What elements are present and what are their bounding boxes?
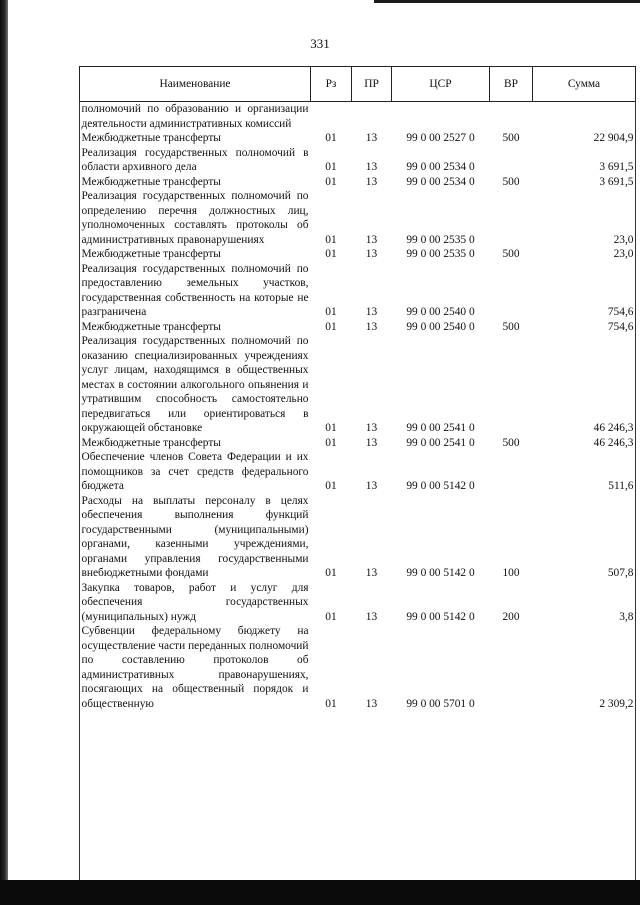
row-pr: 13 — [365, 320, 378, 333]
table-row — [80, 175, 636, 190]
row-name: Расходы на выплаты персоналу в целях обеспечения выполнения функций государственными (муниципальными) органами, казенными учреждениями, органами управления государственными внебюджетными фондами — [81, 494, 309, 579]
row-vr — [490, 262, 533, 320]
row-csr: 99 0 00 5142 0 — [406, 610, 475, 623]
header-rz: Рз — [311, 67, 352, 102]
row-rz: 01 — [325, 610, 337, 623]
table-row — [80, 581, 636, 625]
row-name: Реализация государственных полномочий по оказанию специализированных учреждениях услуг лицам, находящимся в общественных местах в состоянии алкогольного опьянения и утратившим способность самостоятельно передвигаться или ориентироваться в окружающей обстановке — [81, 335, 309, 434]
row-sum: 3,8 — [619, 610, 634, 623]
page-number: 331 — [310, 36, 330, 51]
row-vr: 500 — [502, 175, 520, 188]
row-name: Субвенции федеральному бюджету на осуществление части переданных полномочий по составлению протоколов об административных правонарушениях, посягающих на общественный порядок и общественную — [81, 625, 309, 710]
row-vr — [490, 450, 533, 494]
row-sum: 3 691,5 — [599, 161, 634, 173]
row-sum: 507,8 — [607, 567, 634, 579]
row-sum: 22 904,9 — [593, 132, 634, 144]
row-csr: 99 0 00 5701 0 — [406, 697, 475, 710]
row-csr: 99 0 00 2534 0 — [406, 161, 475, 173]
table-row — [80, 436, 636, 451]
row-name: Межбюджетные трансферты — [81, 132, 221, 144]
row-name: Межбюджетные трансферты — [81, 436, 221, 449]
row-csr: 99 0 00 2541 0 — [406, 436, 475, 449]
row-name: Реализация государственных полномочий по предоставлению земельных участков, государственная собственность на которые не разграничена — [81, 262, 309, 318]
row-pr — [352, 102, 392, 132]
row-rz: 01 — [325, 697, 337, 710]
row-sum — [533, 102, 636, 132]
header-sum: Сумма — [533, 67, 636, 102]
row-pr: 13 — [365, 248, 378, 260]
row-pr: 13 — [365, 610, 378, 623]
row-name: Закупка товаров, работ и услуг для обеспечения государственных (муниципальных) нужд — [81, 581, 309, 623]
row-rz — [311, 102, 352, 132]
row-vr: 100 — [502, 567, 520, 579]
row-name: полномочий по образованию и организации деятельности административных комиссий — [81, 103, 309, 130]
row-sum: 511,6 — [608, 480, 634, 492]
row-pr: 13 — [365, 697, 378, 710]
row-name: Реализация государственных полномочий в области архивного дела — [81, 146, 309, 173]
row-rz: 01 — [325, 320, 337, 333]
row-csr: 99 0 00 2540 0 — [406, 320, 475, 333]
header-pr: ПР — [352, 67, 392, 102]
row-vr — [490, 334, 533, 436]
table-row — [80, 494, 636, 581]
row-name: Межбюджетные трансферты — [81, 248, 221, 260]
row-vr: 500 — [502, 320, 520, 333]
row-pr: 13 — [365, 161, 378, 173]
table-row — [80, 262, 636, 320]
scan-edge-top — [374, 0, 640, 3]
row-pr: 13 — [365, 306, 378, 318]
row-rz: 01 — [325, 436, 337, 449]
table-header-row — [80, 67, 636, 102]
row-name: Межбюджетные трансферты — [81, 175, 221, 188]
table-row — [80, 247, 636, 262]
row-rz: 01 — [325, 248, 337, 260]
row-pr: 13 — [365, 132, 378, 144]
row-csr: 99 0 00 2535 0 — [406, 248, 475, 260]
row-csr: 99 0 00 5142 0 — [406, 567, 475, 579]
scan-edge-bottom — [0, 880, 640, 905]
table-row — [80, 334, 636, 436]
header-name: Наименование — [80, 67, 311, 102]
budget-table — [79, 66, 636, 711]
row-csr: 99 0 00 5142 0 — [406, 480, 475, 492]
row-csr: 99 0 00 2527 0 — [406, 132, 475, 144]
row-pr: 13 — [365, 436, 378, 449]
row-csr: 99 0 00 2535 0 — [406, 233, 475, 246]
table-right-rule — [635, 100, 636, 880]
row-csr: 99 0 00 2541 0 — [406, 422, 475, 434]
row-sum: 23,0 — [613, 233, 634, 246]
row-pr: 13 — [365, 480, 378, 492]
row-vr — [490, 146, 533, 175]
row-sum: 754,6 — [607, 320, 634, 333]
row-rz: 01 — [325, 480, 337, 492]
table-row — [80, 102, 636, 132]
row-sum: 2 309,2 — [599, 697, 634, 710]
row-vr — [490, 189, 533, 247]
table-row — [80, 189, 636, 247]
table-row — [80, 131, 636, 146]
row-vr: 500 — [502, 248, 520, 260]
row-vr: 500 — [502, 436, 520, 449]
row-rz: 01 — [325, 306, 337, 318]
row-csr: 99 0 00 2534 0 — [406, 175, 475, 188]
table-row — [80, 624, 636, 711]
row-sum: 754,6 — [607, 306, 634, 318]
row-vr — [490, 624, 533, 711]
row-vr — [490, 102, 533, 132]
row-pr: 13 — [365, 233, 378, 246]
row-sum: 46 246,3 — [593, 422, 634, 434]
row-rz: 01 — [325, 175, 337, 188]
row-sum: 3 691,5 — [599, 175, 634, 188]
header-vr: ВР — [490, 67, 533, 102]
row-rz: 01 — [325, 132, 337, 144]
row-vr: 500 — [502, 132, 520, 144]
row-rz: 01 — [325, 567, 337, 579]
header-csr: ЦСР — [392, 67, 490, 102]
table-row — [80, 450, 636, 494]
row-vr: 200 — [502, 610, 520, 623]
row-name: Межбюджетные трансферты — [81, 320, 221, 333]
row-rz: 01 — [325, 161, 337, 173]
row-name: Обеспечение членов Совета Федерации и их помощников за счет средств федерального бюджета — [81, 451, 309, 492]
row-csr — [392, 102, 490, 132]
row-sum: 46 246,3 — [593, 436, 634, 449]
row-name: Реализация государственных полномочий по определению перечня должностных лиц, уполномоченных составлять протоколы об административных правонарушениях — [81, 190, 309, 246]
row-pr: 13 — [365, 175, 378, 188]
scan-edge-left — [0, 0, 8, 905]
row-pr: 13 — [365, 567, 378, 579]
row-csr: 99 0 00 2540 0 — [406, 306, 475, 318]
row-sum: 23,0 — [613, 248, 634, 260]
row-rz: 01 — [325, 422, 337, 434]
table-row — [80, 146, 636, 175]
table-row — [80, 320, 636, 335]
row-rz: 01 — [325, 233, 337, 246]
row-pr: 13 — [365, 422, 378, 434]
table-left-rule — [79, 100, 80, 880]
